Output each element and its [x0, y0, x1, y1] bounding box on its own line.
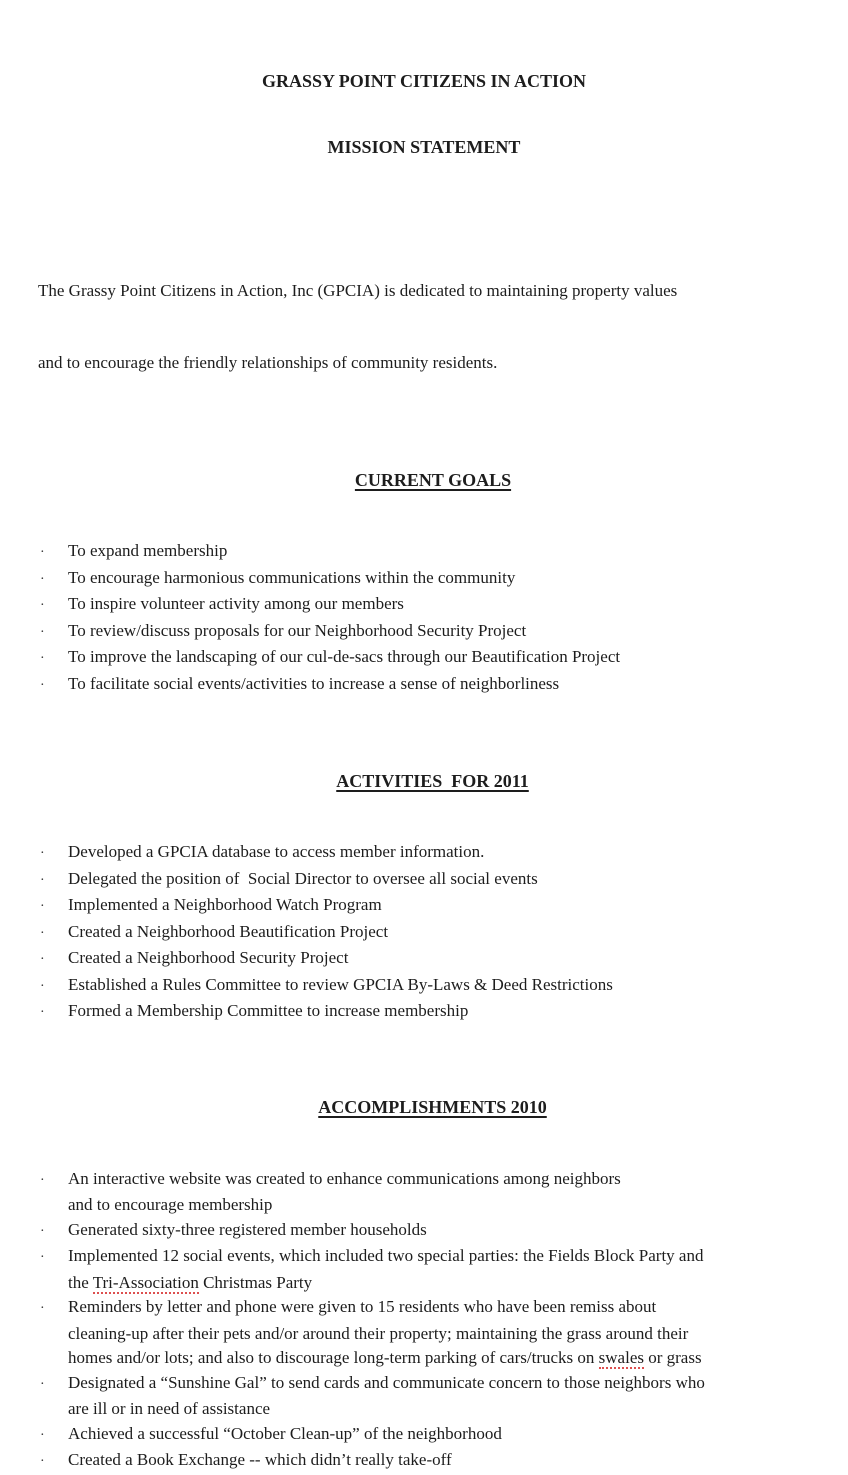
list-item-text: Delegated the position of Social Director to oversee all social events — [68, 868, 538, 888]
section-heading-activities-2011 — [0, 748, 848, 814]
text-segment: Christmas Party — [198, 1272, 313, 1292]
list-item — [0, 893, 848, 920]
bullet-icon: · — [40, 899, 45, 914]
list-item-text: Designated a “Sunshine Gal” to send cards and communicate concern to those neighbors who — [68, 1372, 705, 1392]
list-item — [0, 1371, 848, 1398]
bullet-icon: · — [40, 1301, 45, 1316]
bullet-icon: · — [40, 1172, 45, 1188]
misspelled-word: swales — [598, 1348, 644, 1367]
list-item-text: Generated sixty-three registered member households — [68, 1219, 427, 1239]
list-item-continuation — [0, 1346, 848, 1371]
list-item-continuation — [0, 1271, 848, 1296]
list-item — [0, 1218, 848, 1245]
list-item-text: Created a Neighborhood Beautification Project — [68, 921, 389, 941]
current-goals-list — [0, 539, 848, 698]
document-title — [0, 0, 848, 202]
bullet-icon: · — [40, 1223, 45, 1239]
mission-statement-line-2: and to encourage the friendly relationships of community residents. — [38, 353, 498, 372]
bullet-icon: · — [40, 651, 45, 666]
list-item-text: cleaning-up after their pets and/or around their property; maintaining the grass around their — [68, 1323, 689, 1343]
list-item — [0, 539, 848, 566]
list-item — [0, 592, 848, 619]
bullet-icon: · — [40, 677, 45, 693]
list-item-text: Implemented 12 social events, which included two special parties: the Fields Block Party and — [68, 1246, 704, 1265]
list-item-text: To facilitate social events/activities to increase a sense of neighborliness — [68, 673, 560, 693]
section-heading-activities-2011-text: ACTIVITIES FOR 2011 — [336, 771, 529, 791]
list-item — [0, 672, 848, 699]
list-item-text: To improve the landscaping of our cul-de-sacs through our Beautification Project — [68, 647, 621, 666]
bullet-icon: · — [40, 598, 45, 613]
bullet-icon: · — [40, 1454, 45, 1469]
list-item-text: Implemented a Neighborhood Watch Program — [68, 895, 382, 914]
list-item-text: To expand membership — [68, 541, 228, 560]
bullet-icon: · — [40, 571, 45, 587]
bullet-icon: · — [40, 846, 45, 861]
list-item — [0, 645, 848, 672]
list-item-continuation — [0, 1322, 848, 1347]
section-heading-accomplishments-2010 — [0, 1074, 848, 1140]
text-segment: the — [68, 1272, 93, 1292]
section-heading-accomplishments-2010-text: ACCOMPLISHMENTS 2010 — [318, 1096, 547, 1117]
list-item — [0, 946, 848, 973]
bullet-icon: · — [40, 545, 45, 560]
list-item-text: Created a Book Exchange -- which didn’t really take-off — [68, 1450, 452, 1469]
list-item — [0, 973, 848, 1000]
list-item-continuation — [0, 1397, 848, 1422]
list-item — [0, 999, 848, 1026]
list-item-text — [68, 1271, 312, 1296]
list-item-continuation — [0, 1193, 848, 1218]
bullet-icon: · — [40, 1250, 45, 1265]
bullet-icon: · — [40, 925, 45, 941]
list-item — [0, 566, 848, 593]
mission-statement-line-1: The Grassy Point Citizens in Action, Inc (GPCIA) is dedicated to maintaining property values — [38, 281, 678, 300]
accomplishments-2010-list — [0, 1167, 848, 1475]
list-item-text: To encourage harmonious communications within the community — [68, 567, 516, 587]
list-item — [0, 619, 848, 646]
mission-statement-paragraph — [38, 231, 828, 423]
bullet-icon: · — [40, 624, 45, 640]
list-item-text: Created a Neighborhood Security Project — [68, 948, 349, 967]
text-segment: or grass — [643, 1348, 702, 1367]
list-item — [0, 1295, 848, 1322]
list-item-text — [68, 1346, 702, 1371]
bullet-icon: · — [40, 1427, 45, 1443]
list-item-text: Formed a Membership Committee to increase membership — [68, 1001, 469, 1020]
list-item — [0, 920, 848, 947]
list-item — [0, 840, 848, 867]
misspelled-word: Tri-Association — [92, 1272, 199, 1292]
list-item — [0, 1244, 848, 1271]
list-item-text: Established a Rules Committee to review GPCIA By-Laws & Deed Restrictions — [68, 974, 613, 994]
bullet-icon: · — [40, 952, 45, 967]
section-heading-current-goals — [0, 447, 848, 513]
document-title-line-2: MISSION STATEMENT — [327, 137, 521, 157]
bullet-icon: · — [40, 978, 45, 994]
activities-2011-list — [0, 840, 848, 1026]
bullet-icon: · — [40, 1005, 45, 1020]
list-item-text: Achieved a successful “October Clean-up” of the neighborhood — [68, 1423, 502, 1443]
list-item — [0, 1167, 848, 1194]
list-item — [0, 1422, 848, 1449]
list-item-text: are ill or in need of assistance — [68, 1399, 271, 1418]
list-item-text: Reminders by letter and phone were given to 15 residents who have been remiss about — [68, 1297, 657, 1316]
list-item-text: To inspire volunteer activity among our members — [68, 594, 404, 613]
list-item — [0, 867, 848, 894]
section-heading-current-goals-text: CURRENT GOALS — [354, 470, 512, 490]
document-title-line-1: GRASSY POINT CITIZENS IN ACTION — [261, 71, 587, 91]
list-item-text: and to encourage membership — [68, 1195, 273, 1214]
bullet-icon: · — [40, 1376, 45, 1392]
bullet-icon: · — [40, 872, 45, 888]
text-segment: homes and/or lots; and also to discourage long-term parking of cars/trucks on — [68, 1348, 599, 1367]
list-item-text: To review/discuss proposals for our Neighborhood Security Project — [68, 620, 527, 640]
list-item — [0, 1448, 848, 1475]
list-item-text: Developed a GPCIA database to access member information. — [68, 842, 485, 861]
list-item-text: An interactive website was created to enhance communications among neighbors — [68, 1168, 621, 1188]
